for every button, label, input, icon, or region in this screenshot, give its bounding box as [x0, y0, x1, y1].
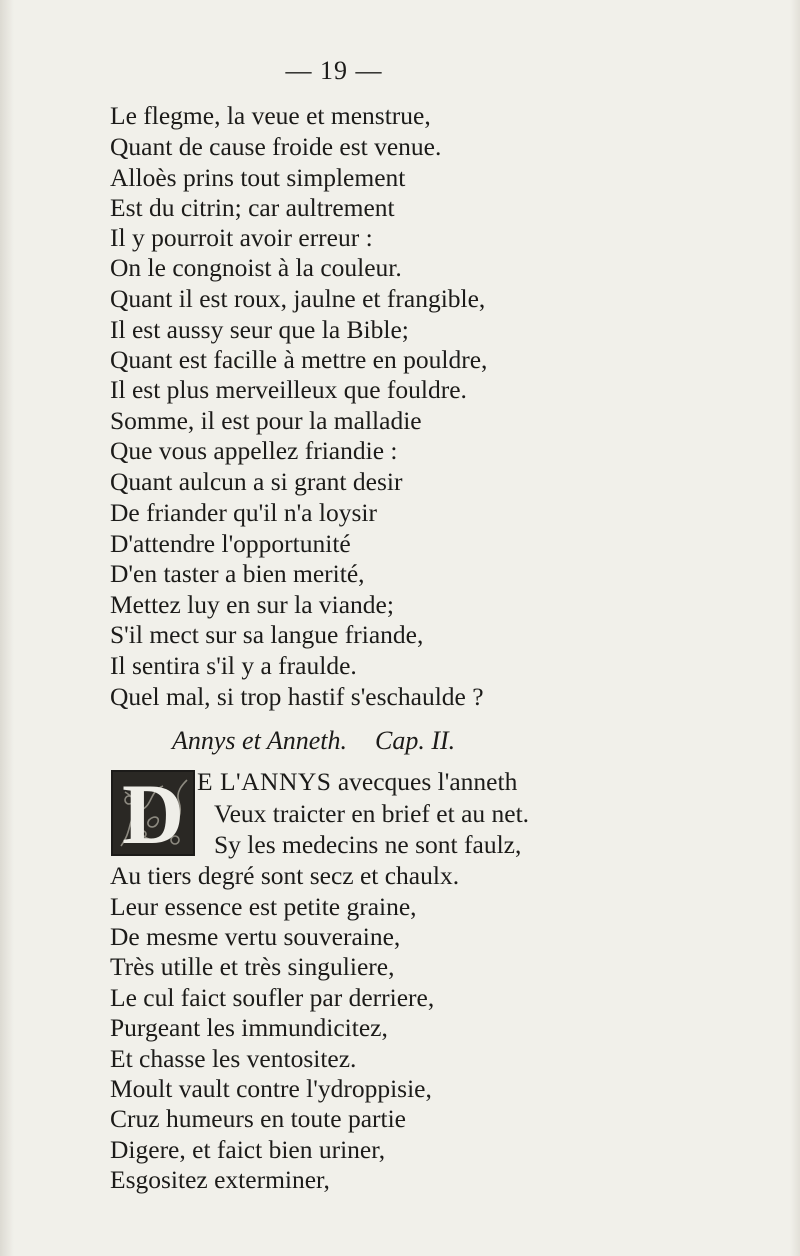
- verse-line: Le cul faict soufler par derriere,: [110, 983, 435, 1012]
- small-caps-text: E L'ANNYS: [197, 767, 332, 796]
- chapter-heading: [172, 726, 455, 756]
- verse-line: Quant il est roux, jaulne et frangible,: [110, 284, 486, 313]
- verse-line: Il est aussy seur que la Bible;: [110, 315, 409, 344]
- verse-line: Le flegme, la veue et menstrue,: [110, 101, 431, 130]
- verse-line: [197, 767, 517, 797]
- verse-line: Il sentira s'il y a fraulde.: [110, 651, 357, 680]
- chapter-title: Annys et Anneth.: [172, 726, 347, 755]
- verse-line: Quant est facille à mettre en pouldre,: [110, 345, 488, 374]
- verse-line: S'il mect sur sa langue friande,: [110, 620, 424, 649]
- verse-line: Très utille et très singuliere,: [110, 952, 395, 981]
- verse-line: Quel mal, si trop hastif s'eschaulde ?: [110, 682, 484, 711]
- verse-line: Et chasse les ventositez.: [110, 1044, 357, 1073]
- verse-line: Veux traicter en brief et au net.: [214, 799, 530, 828]
- verse-line: Au tiers degré sont secz et chaulx.: [110, 861, 460, 890]
- page-edge-shadow: [790, 0, 800, 1256]
- chapter-number: Cap. II.: [374, 726, 456, 755]
- verse-line: Il y pourroit avoir erreur :: [110, 223, 373, 252]
- verse-line: Sy les medecins ne sont faulz,: [214, 830, 522, 859]
- drop-cap-initial: [111, 766, 195, 862]
- verse-line: Alloès prins tout simplement: [110, 163, 406, 192]
- verse-line: D'en taster a bien merité,: [110, 559, 365, 588]
- page-number: — 19 —: [285, 56, 383, 85]
- verse-line: Moult vault contre l'ydroppisie,: [110, 1074, 432, 1103]
- verse-line: Purgeant les immundicitez,: [110, 1013, 388, 1042]
- verse-line: Quant de cause froide est venue.: [110, 132, 442, 161]
- verse-line: Mettez luy en sur la viande;: [110, 590, 394, 619]
- drop-cap-letter: D: [121, 766, 185, 862]
- verse-line: Leur essence est petite graine,: [110, 892, 417, 921]
- verse-line-rest: avecques l'anneth: [331, 767, 518, 796]
- page-gutter-shadow: [0, 0, 14, 1256]
- verse-line: Quant aulcun a si grant desir: [110, 467, 403, 496]
- verse-line: Esgositez exterminer,: [110, 1165, 330, 1194]
- verse-line: De mesme vertu souveraine,: [110, 922, 401, 951]
- verse-line: Est du citrin; car aultrement: [110, 193, 395, 222]
- verse-line: Que vous appellez friandie :: [110, 436, 398, 465]
- verse-line: Somme, il est pour la malladie: [110, 406, 422, 435]
- verse-line: De friander qu'il n'a loysir: [110, 498, 377, 527]
- verse-line: On le congnoist à la couleur.: [110, 253, 402, 282]
- verse-line: Cruz humeurs en toute partie: [110, 1104, 406, 1133]
- verse-line: D'attendre l'opportunité: [110, 529, 351, 558]
- verse-line: Il est plus merveilleux que fouldre.: [110, 375, 467, 404]
- verse-line: Digere, et faict bien uriner,: [110, 1135, 386, 1164]
